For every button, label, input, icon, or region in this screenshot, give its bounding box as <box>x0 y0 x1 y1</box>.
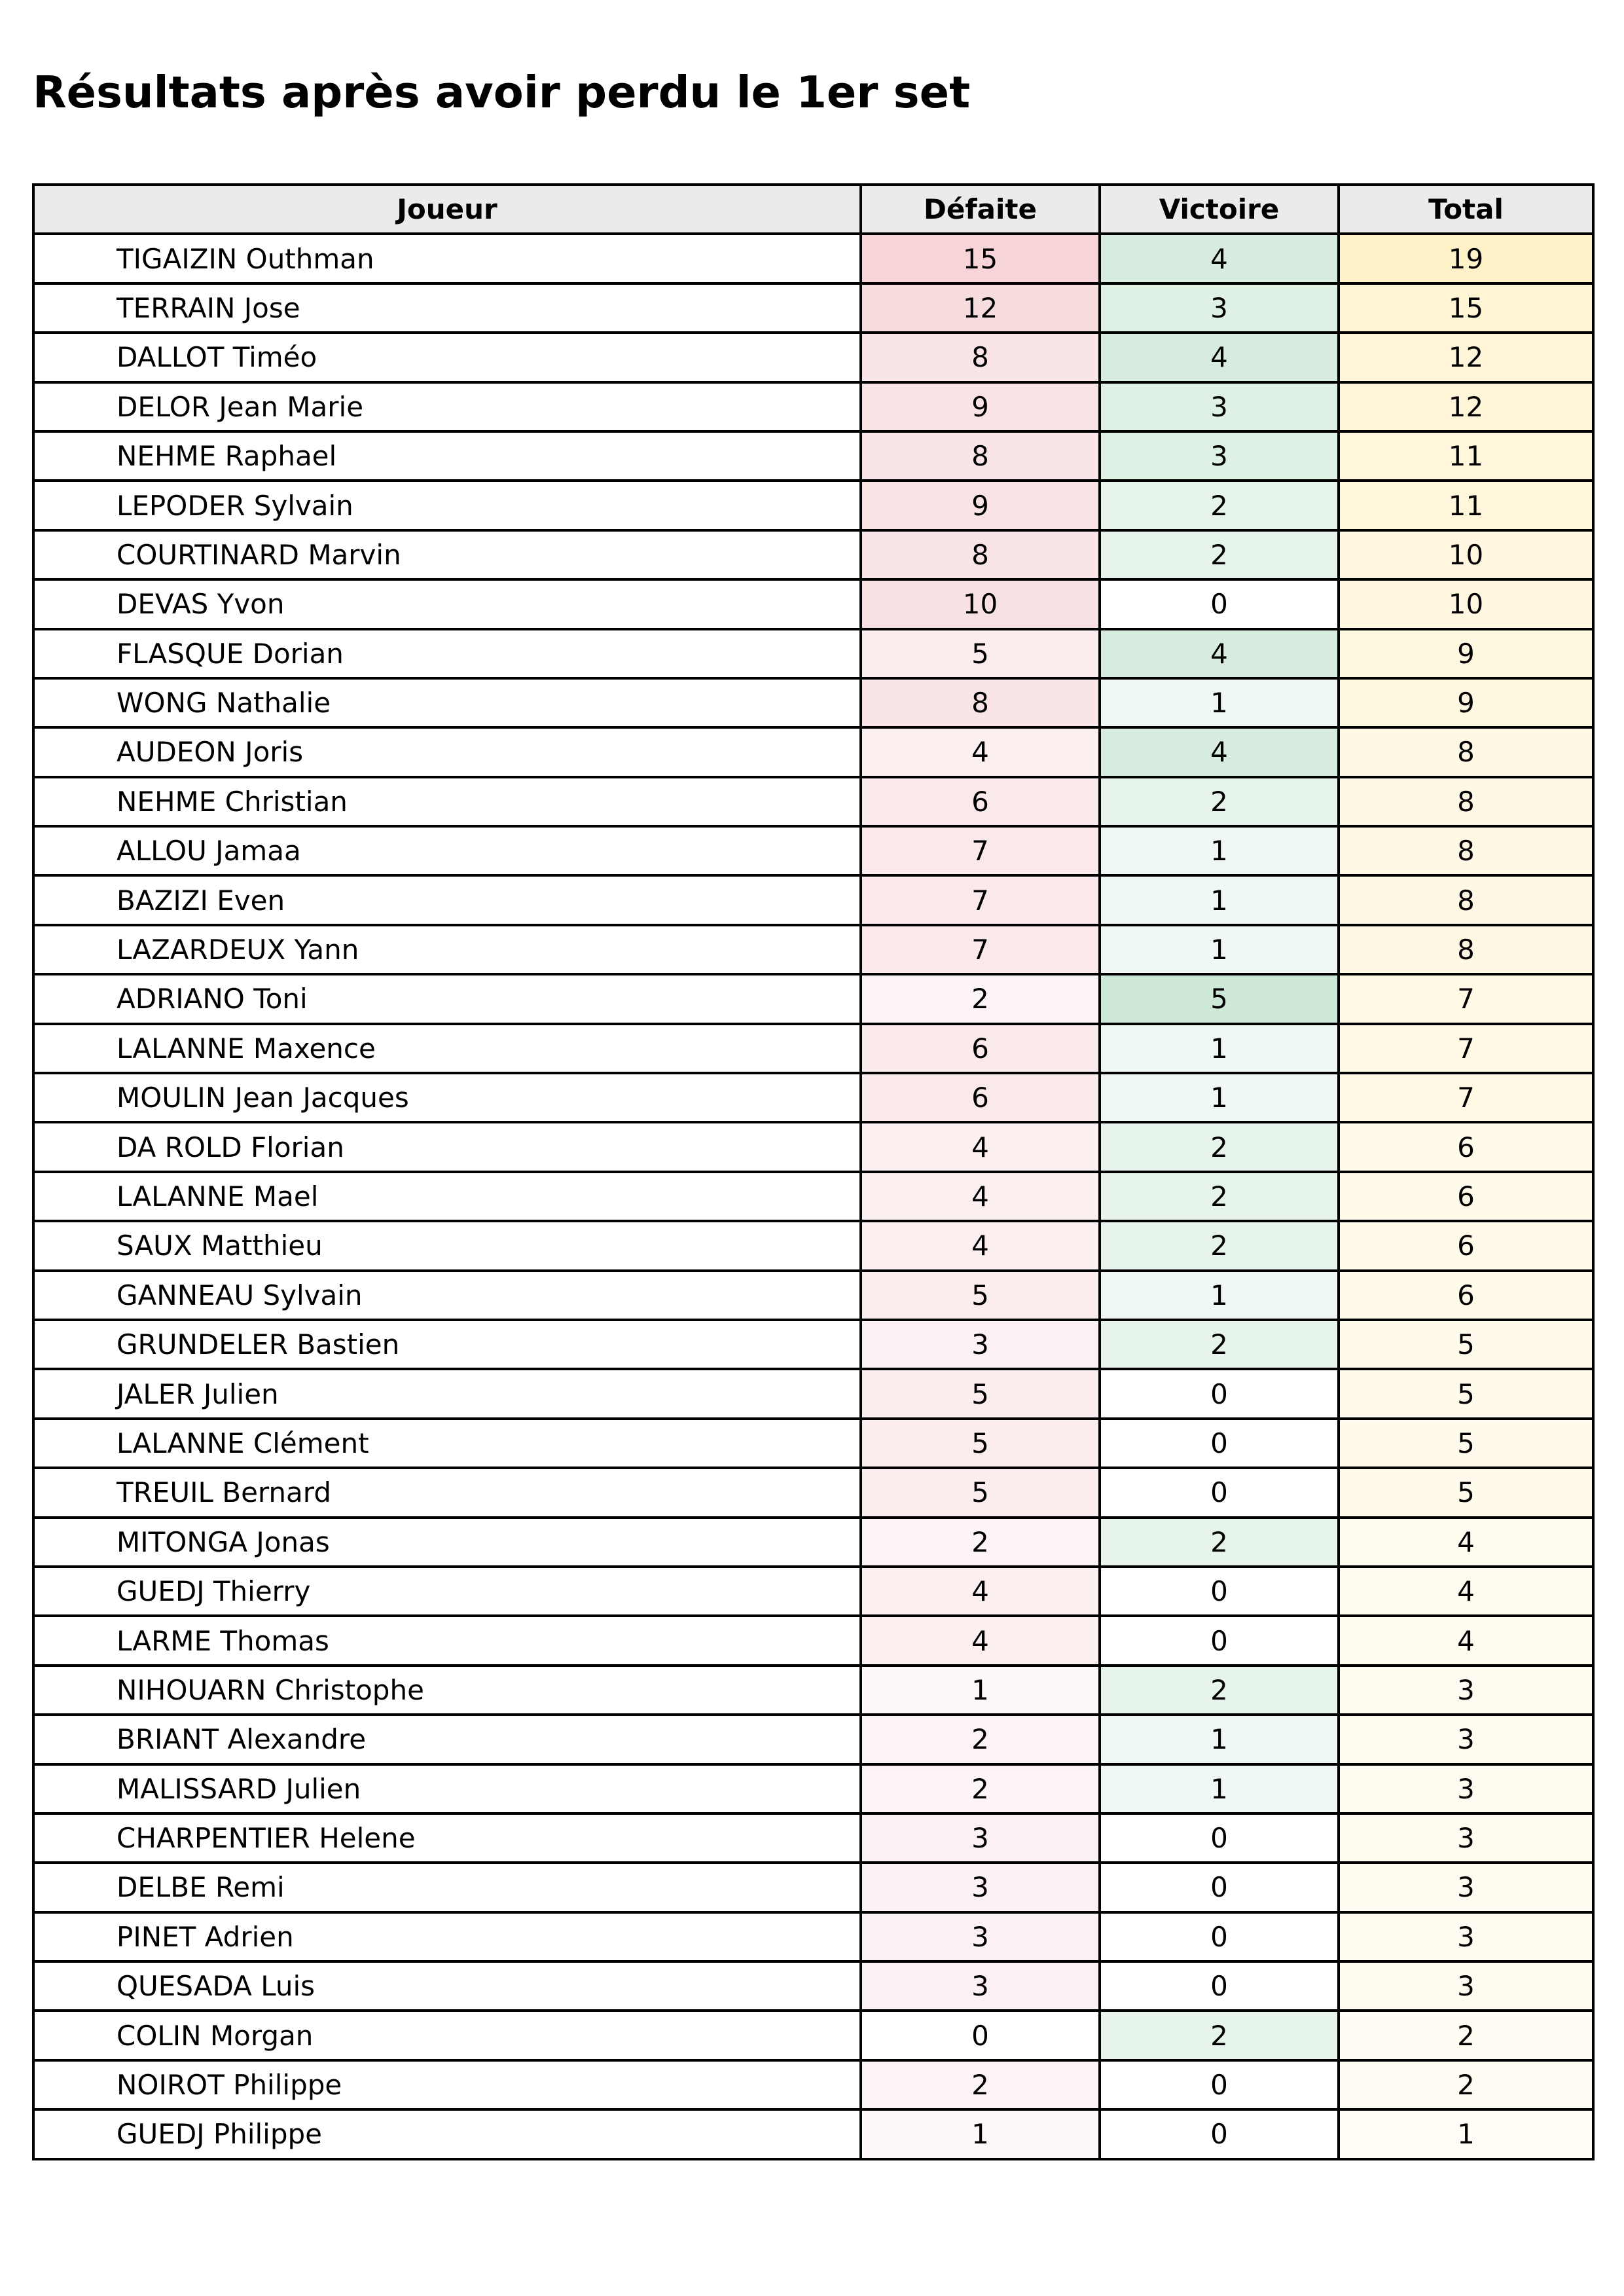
cell-joueur: GUEDJ Philippe <box>33 2109 861 2159</box>
table-row <box>33 1912 1593 1961</box>
table-row <box>33 530 1593 579</box>
cell-victoire: 1 <box>1100 1073 1339 1122</box>
table-row <box>33 2011 1593 2060</box>
cell-defaite: 8 <box>861 333 1100 382</box>
cell-defaite: 5 <box>861 629 1100 678</box>
cell-joueur: FLASQUE Dorian <box>33 629 861 678</box>
table-row <box>33 283 1593 333</box>
cell-victoire: 0 <box>1100 579 1339 629</box>
cell-defaite: 2 <box>861 1518 1100 1567</box>
cell-victoire: 0 <box>1100 1369 1339 1418</box>
cell-joueur: MITONGA Jonas <box>33 1518 861 1567</box>
cell-total: 6 <box>1339 1221 1593 1270</box>
cell-victoire: 4 <box>1100 333 1339 382</box>
cell-total: 3 <box>1339 1764 1593 1813</box>
cell-defaite: 10 <box>861 579 1100 629</box>
cell-joueur: ALLOU Jamaa <box>33 826 861 875</box>
cell-defaite: 9 <box>861 481 1100 530</box>
cell-total: 10 <box>1339 530 1593 579</box>
cell-defaite: 3 <box>861 1912 1100 1961</box>
cell-victoire: 1 <box>1100 678 1339 727</box>
cell-joueur: NEHME Raphael <box>33 431 861 481</box>
cell-total: 7 <box>1339 1073 1593 1122</box>
cell-victoire: 0 <box>1100 1567 1339 1616</box>
page-title: Résultats après avoir perdu le 1er set <box>33 67 971 118</box>
cell-defaite: 7 <box>861 875 1100 924</box>
cell-defaite: 12 <box>861 283 1100 333</box>
cell-defaite: 8 <box>861 678 1100 727</box>
cell-defaite: 5 <box>861 1271 1100 1320</box>
cell-defaite: 6 <box>861 777 1100 826</box>
table-row <box>33 1518 1593 1567</box>
cell-defaite: 4 <box>861 1172 1100 1221</box>
cell-victoire: 2 <box>1100 1666 1339 1715</box>
column-header-defaite: Défaite <box>861 185 1100 234</box>
cell-joueur: TIGAIZIN Outhman <box>33 234 861 283</box>
cell-total: 2 <box>1339 2060 1593 2109</box>
cell-defaite: 3 <box>861 1813 1100 1863</box>
table-row <box>33 1320 1593 1369</box>
cell-joueur: GRUNDELER Bastien <box>33 1320 861 1369</box>
cell-victoire: 4 <box>1100 727 1339 776</box>
cell-victoire: 0 <box>1100 1912 1339 1961</box>
table-row <box>33 1468 1593 1517</box>
cell-joueur: MALISSARD Julien <box>33 1764 861 1813</box>
cell-victoire: 2 <box>1100 1122 1339 1171</box>
cell-total: 11 <box>1339 431 1593 481</box>
cell-victoire: 2 <box>1100 2011 1339 2060</box>
cell-total: 8 <box>1339 727 1593 776</box>
cell-victoire: 1 <box>1100 1024 1339 1073</box>
cell-total: 12 <box>1339 333 1593 382</box>
results-table <box>32 183 1595 2160</box>
cell-total: 3 <box>1339 1813 1593 1863</box>
cell-defaite: 7 <box>861 826 1100 875</box>
cell-joueur: LALANNE Mael <box>33 1172 861 1221</box>
cell-total: 2 <box>1339 2011 1593 2060</box>
cell-defaite: 8 <box>861 431 1100 481</box>
cell-joueur: DA ROLD Florian <box>33 1122 861 1171</box>
cell-victoire: 1 <box>1100 925 1339 974</box>
cell-victoire: 1 <box>1100 826 1339 875</box>
table-header <box>33 185 1593 234</box>
cell-joueur: LALANNE Clément <box>33 1419 861 1468</box>
cell-victoire: 1 <box>1100 1715 1339 1764</box>
cell-defaite: 5 <box>861 1468 1100 1517</box>
cell-joueur: NOIROT Philippe <box>33 2060 861 2109</box>
table-row <box>33 1813 1593 1863</box>
column-header-total: Total <box>1339 185 1593 234</box>
table-body <box>33 234 1593 2159</box>
cell-total: 8 <box>1339 875 1593 924</box>
cell-joueur: WONG Nathalie <box>33 678 861 727</box>
table-row <box>33 1271 1593 1320</box>
cell-total: 9 <box>1339 629 1593 678</box>
table-row <box>33 1715 1593 1764</box>
cell-joueur: BRIANT Alexandre <box>33 1715 861 1764</box>
cell-total: 4 <box>1339 1518 1593 1567</box>
cell-total: 8 <box>1339 777 1593 826</box>
table-row <box>33 1863 1593 1912</box>
cell-victoire: 2 <box>1100 1172 1339 1221</box>
cell-victoire: 3 <box>1100 283 1339 333</box>
cell-defaite: 9 <box>861 382 1100 431</box>
cell-victoire: 1 <box>1100 875 1339 924</box>
cell-defaite: 6 <box>861 1024 1100 1073</box>
cell-defaite: 2 <box>861 2060 1100 2109</box>
table-row <box>33 727 1593 776</box>
cell-joueur: PINET Adrien <box>33 1912 861 1961</box>
cell-total: 15 <box>1339 283 1593 333</box>
cell-total: 5 <box>1339 1419 1593 1468</box>
cell-victoire: 2 <box>1100 1320 1339 1369</box>
cell-joueur: ADRIANO Toni <box>33 974 861 1023</box>
cell-joueur: CHARPENTIER Helene <box>33 1813 861 1863</box>
table-row <box>33 2060 1593 2109</box>
cell-total: 5 <box>1339 1369 1593 1418</box>
cell-victoire: 0 <box>1100 1863 1339 1912</box>
table-row <box>33 678 1593 727</box>
cell-defaite: 4 <box>861 727 1100 776</box>
cell-joueur: GUEDJ Thierry <box>33 1567 861 1616</box>
cell-defaite: 2 <box>861 974 1100 1023</box>
cell-victoire: 1 <box>1100 1271 1339 1320</box>
cell-joueur: DEVAS Yvon <box>33 579 861 629</box>
cell-defaite: 5 <box>861 1419 1100 1468</box>
table-row <box>33 234 1593 283</box>
cell-defaite: 8 <box>861 530 1100 579</box>
cell-total: 7 <box>1339 974 1593 1023</box>
table-row <box>33 925 1593 974</box>
cell-joueur: LARME Thomas <box>33 1616 861 1665</box>
table-row <box>33 777 1593 826</box>
cell-victoire: 0 <box>1100 1419 1339 1468</box>
cell-joueur: LAZARDEUX Yann <box>33 925 861 974</box>
table-row <box>33 382 1593 431</box>
cell-total: 4 <box>1339 1567 1593 1616</box>
cell-total: 7 <box>1339 1024 1593 1073</box>
table-row <box>33 1666 1593 1715</box>
cell-total: 1 <box>1339 2109 1593 2159</box>
table-row <box>33 629 1593 678</box>
cell-total: 3 <box>1339 1912 1593 1961</box>
cell-total: 12 <box>1339 382 1593 431</box>
cell-total: 8 <box>1339 925 1593 974</box>
cell-joueur: DELOR Jean Marie <box>33 382 861 431</box>
table-row <box>33 481 1593 530</box>
table-row <box>33 431 1593 481</box>
cell-total: 8 <box>1339 826 1593 875</box>
cell-joueur: NIHOUARN Christophe <box>33 1666 861 1715</box>
cell-total: 19 <box>1339 234 1593 283</box>
table-row <box>33 1567 1593 1616</box>
cell-total: 3 <box>1339 1666 1593 1715</box>
table-row <box>33 1024 1593 1073</box>
cell-joueur: TREUIL Bernard <box>33 1468 861 1517</box>
cell-joueur: COURTINARD Marvin <box>33 530 861 579</box>
cell-total: 3 <box>1339 1961 1593 2011</box>
cell-total: 3 <box>1339 1863 1593 1912</box>
cell-victoire: 2 <box>1100 481 1339 530</box>
cell-defaite: 3 <box>861 1320 1100 1369</box>
cell-defaite: 4 <box>861 1122 1100 1171</box>
cell-joueur: NEHME Christian <box>33 777 861 826</box>
column-header-joueur: Joueur <box>33 185 861 234</box>
cell-victoire: 5 <box>1100 974 1339 1023</box>
table-row <box>33 1419 1593 1468</box>
cell-defaite: 1 <box>861 1666 1100 1715</box>
cell-joueur: TERRAIN Jose <box>33 283 861 333</box>
table-row <box>33 1221 1593 1270</box>
cell-joueur: SAUX Matthieu <box>33 1221 861 1270</box>
cell-defaite: 2 <box>861 1715 1100 1764</box>
cell-victoire: 0 <box>1100 2060 1339 2109</box>
cell-victoire: 3 <box>1100 431 1339 481</box>
cell-joueur: DALLOT Timéo <box>33 333 861 382</box>
table-row <box>33 974 1593 1023</box>
cell-victoire: 3 <box>1100 382 1339 431</box>
cell-joueur: COLIN Morgan <box>33 2011 861 2060</box>
cell-total: 6 <box>1339 1122 1593 1171</box>
cell-victoire: 2 <box>1100 530 1339 579</box>
cell-victoire: 0 <box>1100 2109 1339 2159</box>
table-row <box>33 1764 1593 1813</box>
cell-joueur: BAZIZI Even <box>33 875 861 924</box>
cell-defaite: 4 <box>861 1221 1100 1270</box>
header-row <box>33 185 1593 234</box>
cell-total: 10 <box>1339 579 1593 629</box>
table-row <box>33 1172 1593 1221</box>
table-row <box>33 1616 1593 1665</box>
cell-victoire: 4 <box>1100 234 1339 283</box>
cell-total: 11 <box>1339 481 1593 530</box>
cell-victoire: 1 <box>1100 1764 1339 1813</box>
cell-victoire: 0 <box>1100 1468 1339 1517</box>
table-row <box>33 1961 1593 2011</box>
cell-total: 9 <box>1339 678 1593 727</box>
cell-defaite: 2 <box>861 1764 1100 1813</box>
cell-joueur: JALER Julien <box>33 1369 861 1418</box>
cell-joueur: GANNEAU Sylvain <box>33 1271 861 1320</box>
cell-total: 6 <box>1339 1271 1593 1320</box>
cell-defaite: 4 <box>861 1616 1100 1665</box>
cell-total: 3 <box>1339 1715 1593 1764</box>
cell-total: 5 <box>1339 1320 1593 1369</box>
cell-joueur: QUESADA Luis <box>33 1961 861 2011</box>
cell-victoire: 0 <box>1100 1961 1339 2011</box>
cell-victoire: 0 <box>1100 1813 1339 1863</box>
table-row <box>33 1369 1593 1418</box>
table-row <box>33 875 1593 924</box>
cell-defaite: 5 <box>861 1369 1100 1418</box>
cell-joueur: LALANNE Maxence <box>33 1024 861 1073</box>
table-row <box>33 826 1593 875</box>
table-row <box>33 1073 1593 1122</box>
cell-defaite: 3 <box>861 1863 1100 1912</box>
cell-defaite: 3 <box>861 1961 1100 2011</box>
cell-total: 5 <box>1339 1468 1593 1517</box>
cell-defaite: 1 <box>861 2109 1100 2159</box>
table-row <box>33 333 1593 382</box>
cell-victoire: 2 <box>1100 1518 1339 1567</box>
cell-victoire: 0 <box>1100 1616 1339 1665</box>
cell-victoire: 2 <box>1100 777 1339 826</box>
cell-joueur: AUDEON Joris <box>33 727 861 776</box>
cell-joueur: MOULIN Jean Jacques <box>33 1073 861 1122</box>
cell-total: 4 <box>1339 1616 1593 1665</box>
table-row <box>33 1122 1593 1171</box>
cell-defaite: 15 <box>861 234 1100 283</box>
table-row <box>33 579 1593 629</box>
table-row <box>33 2109 1593 2159</box>
cell-victoire: 4 <box>1100 629 1339 678</box>
cell-defaite: 7 <box>861 925 1100 974</box>
cell-defaite: 4 <box>861 1567 1100 1616</box>
cell-victoire: 2 <box>1100 1221 1339 1270</box>
cell-joueur: DELBE Remi <box>33 1863 861 1912</box>
cell-defaite: 6 <box>861 1073 1100 1122</box>
cell-joueur: LEPODER Sylvain <box>33 481 861 530</box>
cell-total: 6 <box>1339 1172 1593 1221</box>
column-header-victoire: Victoire <box>1100 185 1339 234</box>
cell-defaite: 0 <box>861 2011 1100 2060</box>
